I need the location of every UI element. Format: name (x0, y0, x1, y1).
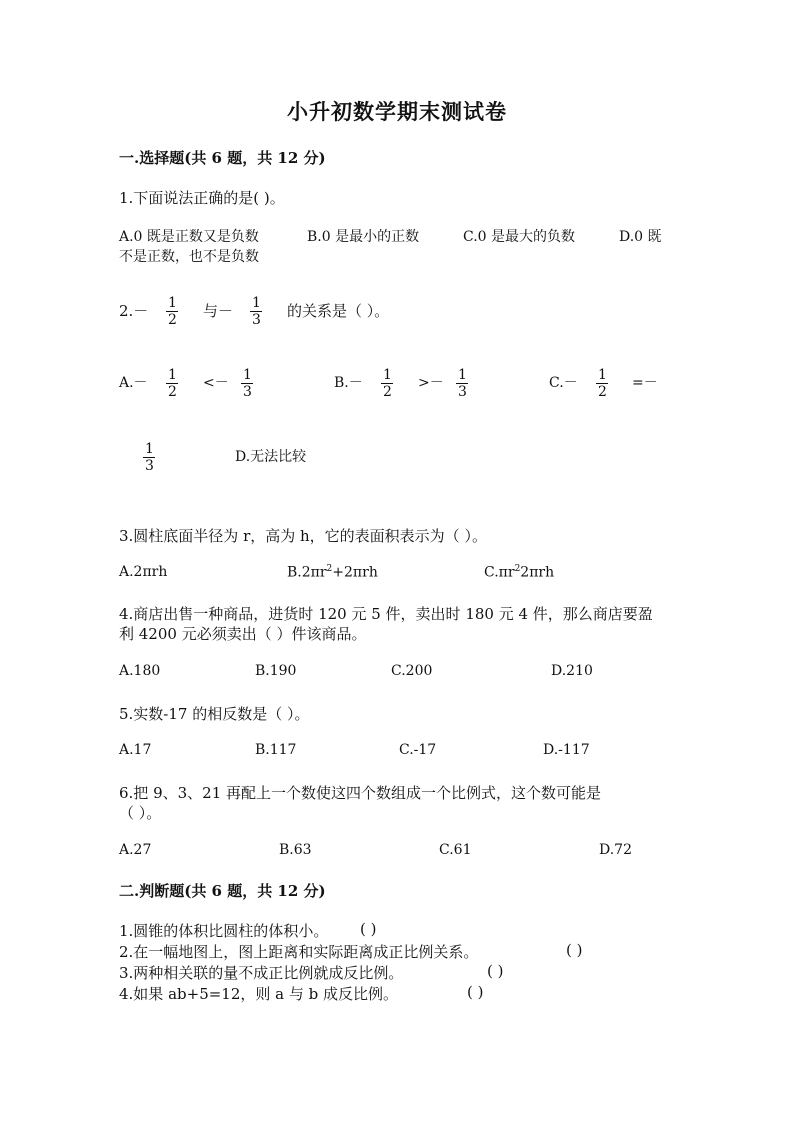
q4-option-a: A.180 (119, 663, 161, 679)
q1-option-b: B.0 是最小的正数 (307, 229, 420, 245)
q1-option-d: D.0 既 (619, 229, 662, 245)
fraction-denominator: 2 (598, 384, 607, 400)
fraction-numerator: 1 (243, 367, 252, 383)
question-6-line-2: （ ）。 (119, 804, 162, 822)
q2-option-d: D.无法比较 (235, 449, 307, 465)
fraction-numerator: 1 (458, 367, 467, 383)
question-1-stem: 1.下面说法正确的是( )。 (119, 189, 285, 207)
tf-item-2-text: 2.在一幅地图上，图上距离和实际距离成正比例关系。 (119, 943, 479, 961)
tf-item-1-blank: ( ) (360, 920, 377, 938)
fraction-denominator: 2 (168, 384, 177, 400)
fraction-denominator: 2 (383, 384, 392, 400)
q3-option-b-post: +2πrh (332, 564, 378, 581)
section-heading-true-false: 二.判断题(共 6 题，共 12 分) (119, 882, 326, 900)
fraction-denominator: 3 (243, 384, 252, 400)
q2-option-b-fraction-third (456, 367, 469, 400)
q6-option-d: D.72 (599, 842, 632, 858)
q3-option-c (484, 564, 554, 581)
question-6-line-1: 6.把 9、3、21 再配上一个数使这四个数组成一个比例式，这个数可能是 (119, 784, 602, 802)
q2-option-a-fraction-third (241, 367, 254, 400)
fraction-denominator: 2 (168, 312, 177, 328)
fraction-numerator: 1 (145, 441, 154, 457)
tf-item-1-text: 1.圆锥的体积比圆柱的体积小。 (119, 922, 329, 940)
fraction-numerator: 1 (168, 367, 177, 383)
q4-option-b: B.190 (255, 663, 297, 679)
question-2-mid: 与－ (203, 302, 234, 320)
q2-fraction-one-half (166, 295, 179, 328)
q3-option-b-pre: B.2πr (287, 564, 327, 581)
tf-item-2-blank: ( ) (566, 941, 583, 959)
q1-option-d-continued: 不是正数，也不是负数 (119, 249, 259, 265)
q2-option-c-fraction-third (143, 441, 156, 474)
q6-option-c: C.61 (439, 842, 472, 858)
q3-option-c-pre: C.πr (484, 564, 515, 581)
fraction-numerator: 1 (168, 295, 177, 311)
q2-fraction-one-third (250, 295, 263, 328)
q2-option-b-prefix: B.－ (334, 375, 363, 391)
tf-item-3-text: 3.两种相关联的量不成正比例就成反比例。 (119, 964, 404, 982)
q3-option-a: A.2πrh (119, 564, 168, 580)
q5-option-b: B.117 (255, 742, 297, 758)
q3-option-b-exponent: 2 (326, 564, 333, 574)
fraction-numerator: 1 (252, 295, 261, 311)
q1-option-a: A.0 既是正数又是负数 (119, 229, 259, 245)
fraction-denominator: 3 (252, 312, 261, 328)
q5-option-a: A.17 (119, 742, 152, 758)
question-4-line-1: 4.商店出售一种商品，进货时 120 元 5 件，卖出时 180 元 4 件，那么商店要盈 (119, 605, 653, 623)
tf-item-4-text: 4.如果 ab+5=12，则 a 与 b 成反比例。 (119, 985, 399, 1003)
q5-option-c: C.-17 (399, 742, 437, 758)
q2-option-a-prefix: A.－ (119, 375, 148, 391)
q4-option-d: D.210 (551, 663, 593, 679)
q2-option-b-fraction-half (381, 367, 394, 400)
fraction-denominator: 3 (145, 458, 154, 474)
q6-option-a: A.27 (119, 842, 152, 858)
q2-option-c-prefix: C.－ (549, 375, 578, 391)
fraction-denominator: 3 (458, 384, 467, 400)
fraction-numerator: 1 (383, 367, 392, 383)
question-4-line-2: 利 4200 元必须卖出（ ）件该商品。 (119, 625, 367, 643)
question-3-stem: 3.圆柱底面半径为 r，高为 h，它的表面积表示为（ ）。 (119, 527, 487, 545)
q2-option-a-relation: <－ (203, 375, 229, 391)
section-heading-choice: 一.选择题(共 6 题，共 12 分) (119, 149, 326, 167)
tf-item-3-blank: ( ) (487, 962, 504, 980)
q6-option-b: B.63 (279, 842, 312, 858)
q2-option-c-relation: =－ (632, 375, 658, 391)
q5-option-d: D.-117 (543, 742, 590, 758)
question-2-suffix: 的关系是（ ）。 (287, 302, 390, 320)
q2-option-b-relation: >－ (418, 375, 444, 391)
q2-option-c-fraction-half (596, 367, 609, 400)
q3-option-b (287, 564, 378, 581)
question-2-prefix: 2.－ (119, 302, 149, 320)
q1-option-c: C.0 是最大的负数 (463, 229, 576, 245)
q3-option-c-post: 2πrh (520, 564, 555, 581)
page-title: 小升初数学期末测试卷 (287, 99, 507, 124)
tf-item-4-blank: ( ) (467, 983, 484, 1001)
q2-option-a-fraction-half (166, 367, 179, 400)
question-5-stem: 5.实数-17 的相反数是（ ）。 (119, 705, 310, 723)
fraction-numerator: 1 (598, 367, 607, 383)
q4-option-c: C.200 (391, 663, 433, 679)
q3-option-c-exponent: 2 (514, 564, 521, 574)
